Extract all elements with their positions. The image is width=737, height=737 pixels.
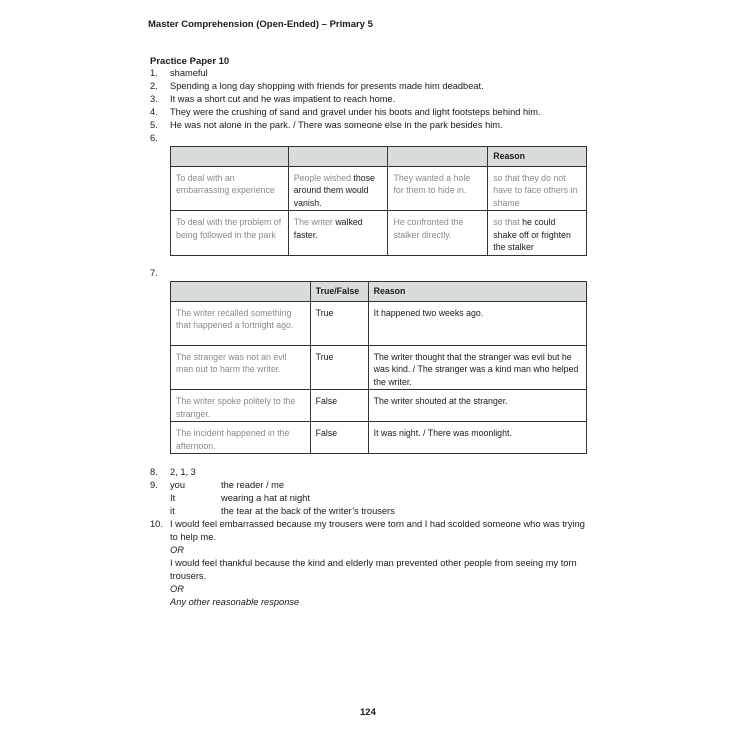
q9-reference: the reader / me: [221, 480, 285, 490]
header-cell: [288, 147, 388, 167]
or-separator: OR: [170, 545, 184, 555]
table-row: [171, 211, 587, 256]
page-number: 124: [360, 707, 376, 718]
table-row: [171, 345, 587, 390]
q9-word: it: [170, 506, 175, 516]
answer-number: 8.: [150, 467, 158, 477]
running-header: Master Comprehension (Open-Ended) – Primary 5: [148, 19, 373, 30]
paper-title: Practice Paper 10: [150, 56, 230, 67]
answer-number: 2.: [150, 81, 158, 91]
answer-text: trousers.: [170, 571, 207, 581]
answer-number: 3.: [150, 94, 158, 104]
table-cell: They wanted a hole for them to hide in.: [388, 166, 488, 211]
header-cell: [171, 282, 311, 302]
statement-cell: The writer recalled something that happened a fortnight ago.: [171, 301, 311, 345]
header-cell: Reason: [488, 147, 587, 167]
true-false-cell: False: [310, 422, 368, 454]
reason-cell: The writer shouted at the stranger.: [368, 390, 586, 422]
answer-text: he could shake off or frighten the stalker: [493, 217, 571, 252]
answer-number: 6.: [150, 133, 158, 143]
q9-reference: wearing a hat at night: [221, 493, 310, 503]
table-cell: To deal with an embarrassing experience: [171, 166, 289, 211]
table-row: [171, 422, 587, 454]
statement-cell: The incident happened in the afternoon.: [171, 422, 311, 454]
answer-text: Any other reasonable response: [170, 597, 300, 607]
given-text: so that: [493, 217, 523, 227]
answer-text: Spending a long day shopping with friends for presents made him deadbeat.: [170, 81, 484, 91]
statement-cell: The writer spoke politely to the stranger.: [171, 390, 311, 422]
answer-number: 7.: [150, 268, 158, 278]
q9-reference: the tear at the back of the writer’s trousers: [221, 506, 395, 516]
answer-text: those around them would vanish.: [293, 172, 375, 208]
true-false-cell: True: [310, 345, 368, 390]
q9-word: It: [170, 493, 176, 503]
given-text: The writer: [293, 217, 336, 227]
q7-table: [170, 281, 587, 454]
true-false-cell: True: [310, 301, 368, 345]
answer-number: 10.: [150, 519, 163, 529]
answer-text: They were the crushing of sand and gravel under his boots and light footsteps behind him.: [170, 107, 541, 117]
table-cell: so that they do not have to face others in shame: [488, 166, 587, 211]
reason-cell: It was night. / There was moonlight.: [368, 422, 586, 454]
answer-number: 9.: [150, 480, 158, 490]
table-cell: [288, 211, 388, 256]
answer-number: 4.: [150, 107, 158, 117]
table-cell: [288, 166, 388, 211]
answer-text: 2, 1, 3: [170, 467, 196, 477]
answer-text: I would feel embarrassed because my trousers were torn and I had scolded someone who was trying: [170, 519, 585, 529]
reason-cell: It happened two weeks ago.: [368, 301, 586, 345]
table-cell: He confronted the stalker directly.: [388, 211, 488, 256]
header-cell: [388, 147, 488, 167]
table-cell: [488, 211, 587, 256]
true-false-cell: False: [310, 390, 368, 422]
or-separator: OR: [170, 584, 184, 594]
answer-text: It was a short cut and he was impatient to reach home.: [170, 94, 396, 104]
answer-text: walked faster.: [293, 217, 363, 240]
header-cell: Reason: [368, 282, 586, 302]
header-cell: True/False: [310, 282, 368, 302]
answer-text: shameful: [170, 68, 208, 78]
table-row: [171, 390, 587, 422]
answer-text: to help me.: [170, 532, 216, 542]
given-text: People wished: [293, 172, 354, 183]
table-header-row: [171, 147, 587, 167]
q6-table: [170, 146, 587, 256]
table-cell: To deal with the problem of being followed in the park: [171, 211, 289, 256]
answer-text: I would feel thankful because the kind and elderly man prevented other people from seeing my torn: [170, 558, 577, 568]
table-row: [171, 166, 587, 211]
q9-word: you: [170, 480, 185, 490]
table-row: [171, 301, 587, 345]
reason-cell: The writer thought that the stranger was evil but he was kind. / The stranger was a kind man who helped the writer.: [368, 345, 586, 390]
answer-number: 5.: [150, 120, 158, 130]
table-header-row: [171, 282, 587, 302]
statement-cell: The stranger was not an evil man out to harm the writer.: [171, 345, 311, 390]
header-cell: [171, 147, 289, 167]
answer-number: 1.: [150, 68, 158, 78]
answer-text: He was not alone in the park. / There was someone else in the park besides him.: [170, 120, 503, 130]
